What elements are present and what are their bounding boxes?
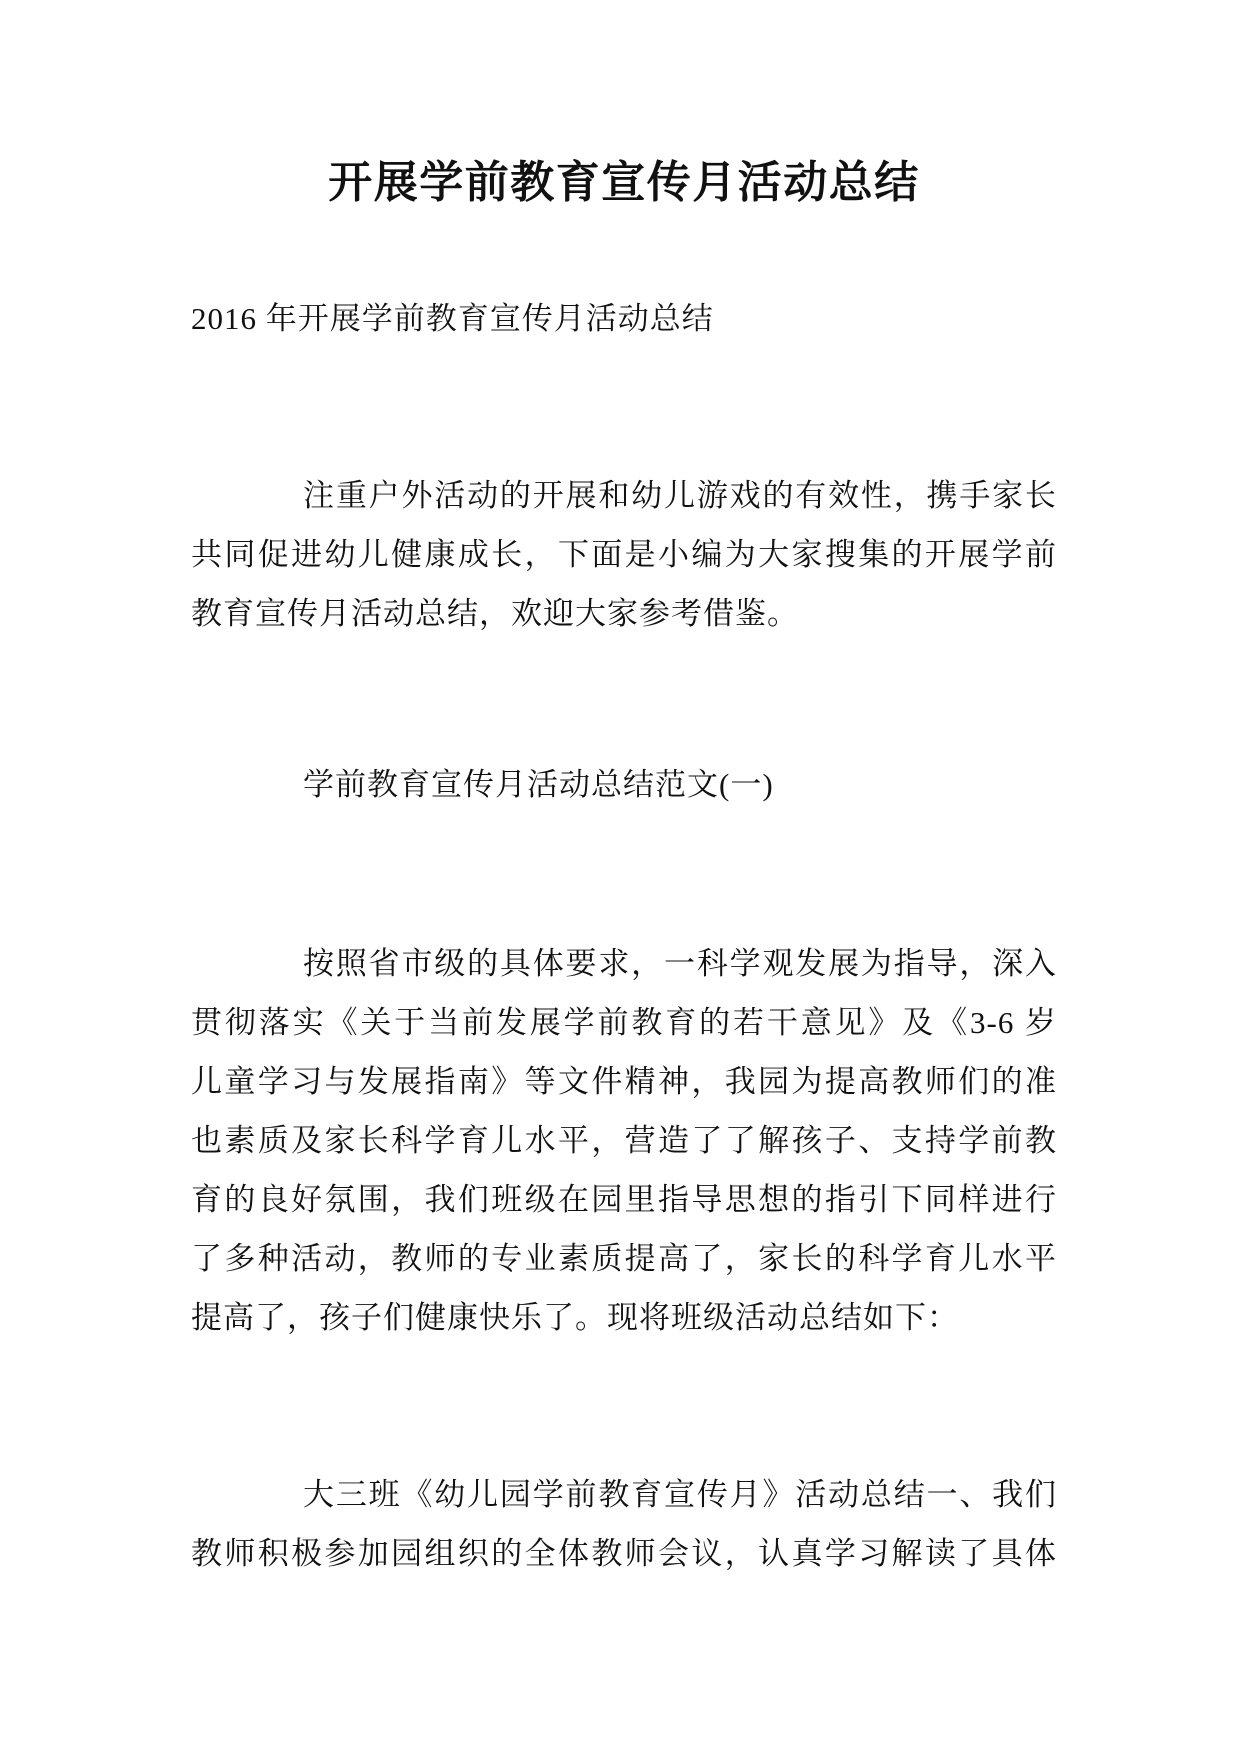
section-heading-text: 学前教育宣传月活动总结范文(一) (303, 767, 774, 802)
paragraph-line: 育的良好氛围，我们班级在园里指导思想的指引下同样进行 (191, 1182, 1057, 1217)
paragraph-line: 按照省市级的具体要求，一科学观发展为指导，深入 (303, 946, 1057, 981)
document-title: 开展学前教育宣传月活动总结 (328, 158, 920, 207)
document-subtitle (191, 289, 1057, 348)
paragraph-line: 儿童学习与发展指南》等文件精神，我园为提高教师们的准 (191, 1064, 1057, 1099)
paragraph-line: 提高了，孩子们健康快乐了。现将班级活动总结如下： (191, 1300, 959, 1335)
subtitle-text: 2016 年开展学前教育宣传月活动总结 (191, 301, 714, 336)
section-heading (191, 755, 1057, 814)
paragraph-line: 也素质及家长科学育儿水平，营造了了解孩子、支持学前教 (191, 1123, 1057, 1158)
paragraph-line: 注重户外活动的开展和幼儿游戏的有效性，携手家长 (303, 478, 1057, 513)
paragraph-line: 共同促进幼儿健康成长，下面是小编为大家搜集的开展学前 (191, 537, 1057, 572)
body-paragraph (191, 934, 1057, 1347)
intro-paragraph (191, 466, 1057, 643)
paragraph-line: 教育宣传月活动总结，欢迎大家参考借鉴。 (191, 596, 799, 631)
paragraph-line: 大三班《幼儿园学前教育宣传月》活动总结一、我们 (303, 1477, 1057, 1512)
paragraph-line: 了多种活动，教师的专业素质提高了，家长的科学育儿水平 (191, 1241, 1057, 1276)
paragraph-line: 贯彻落实《关于当前发展学前教育的若干意见》及《3-6 岁 (191, 1005, 1057, 1040)
body-paragraph (191, 1465, 1057, 1583)
paragraph-line: 教师积极参加园组织的全体教师会议，认真学习解读了具体 (191, 1536, 1057, 1571)
